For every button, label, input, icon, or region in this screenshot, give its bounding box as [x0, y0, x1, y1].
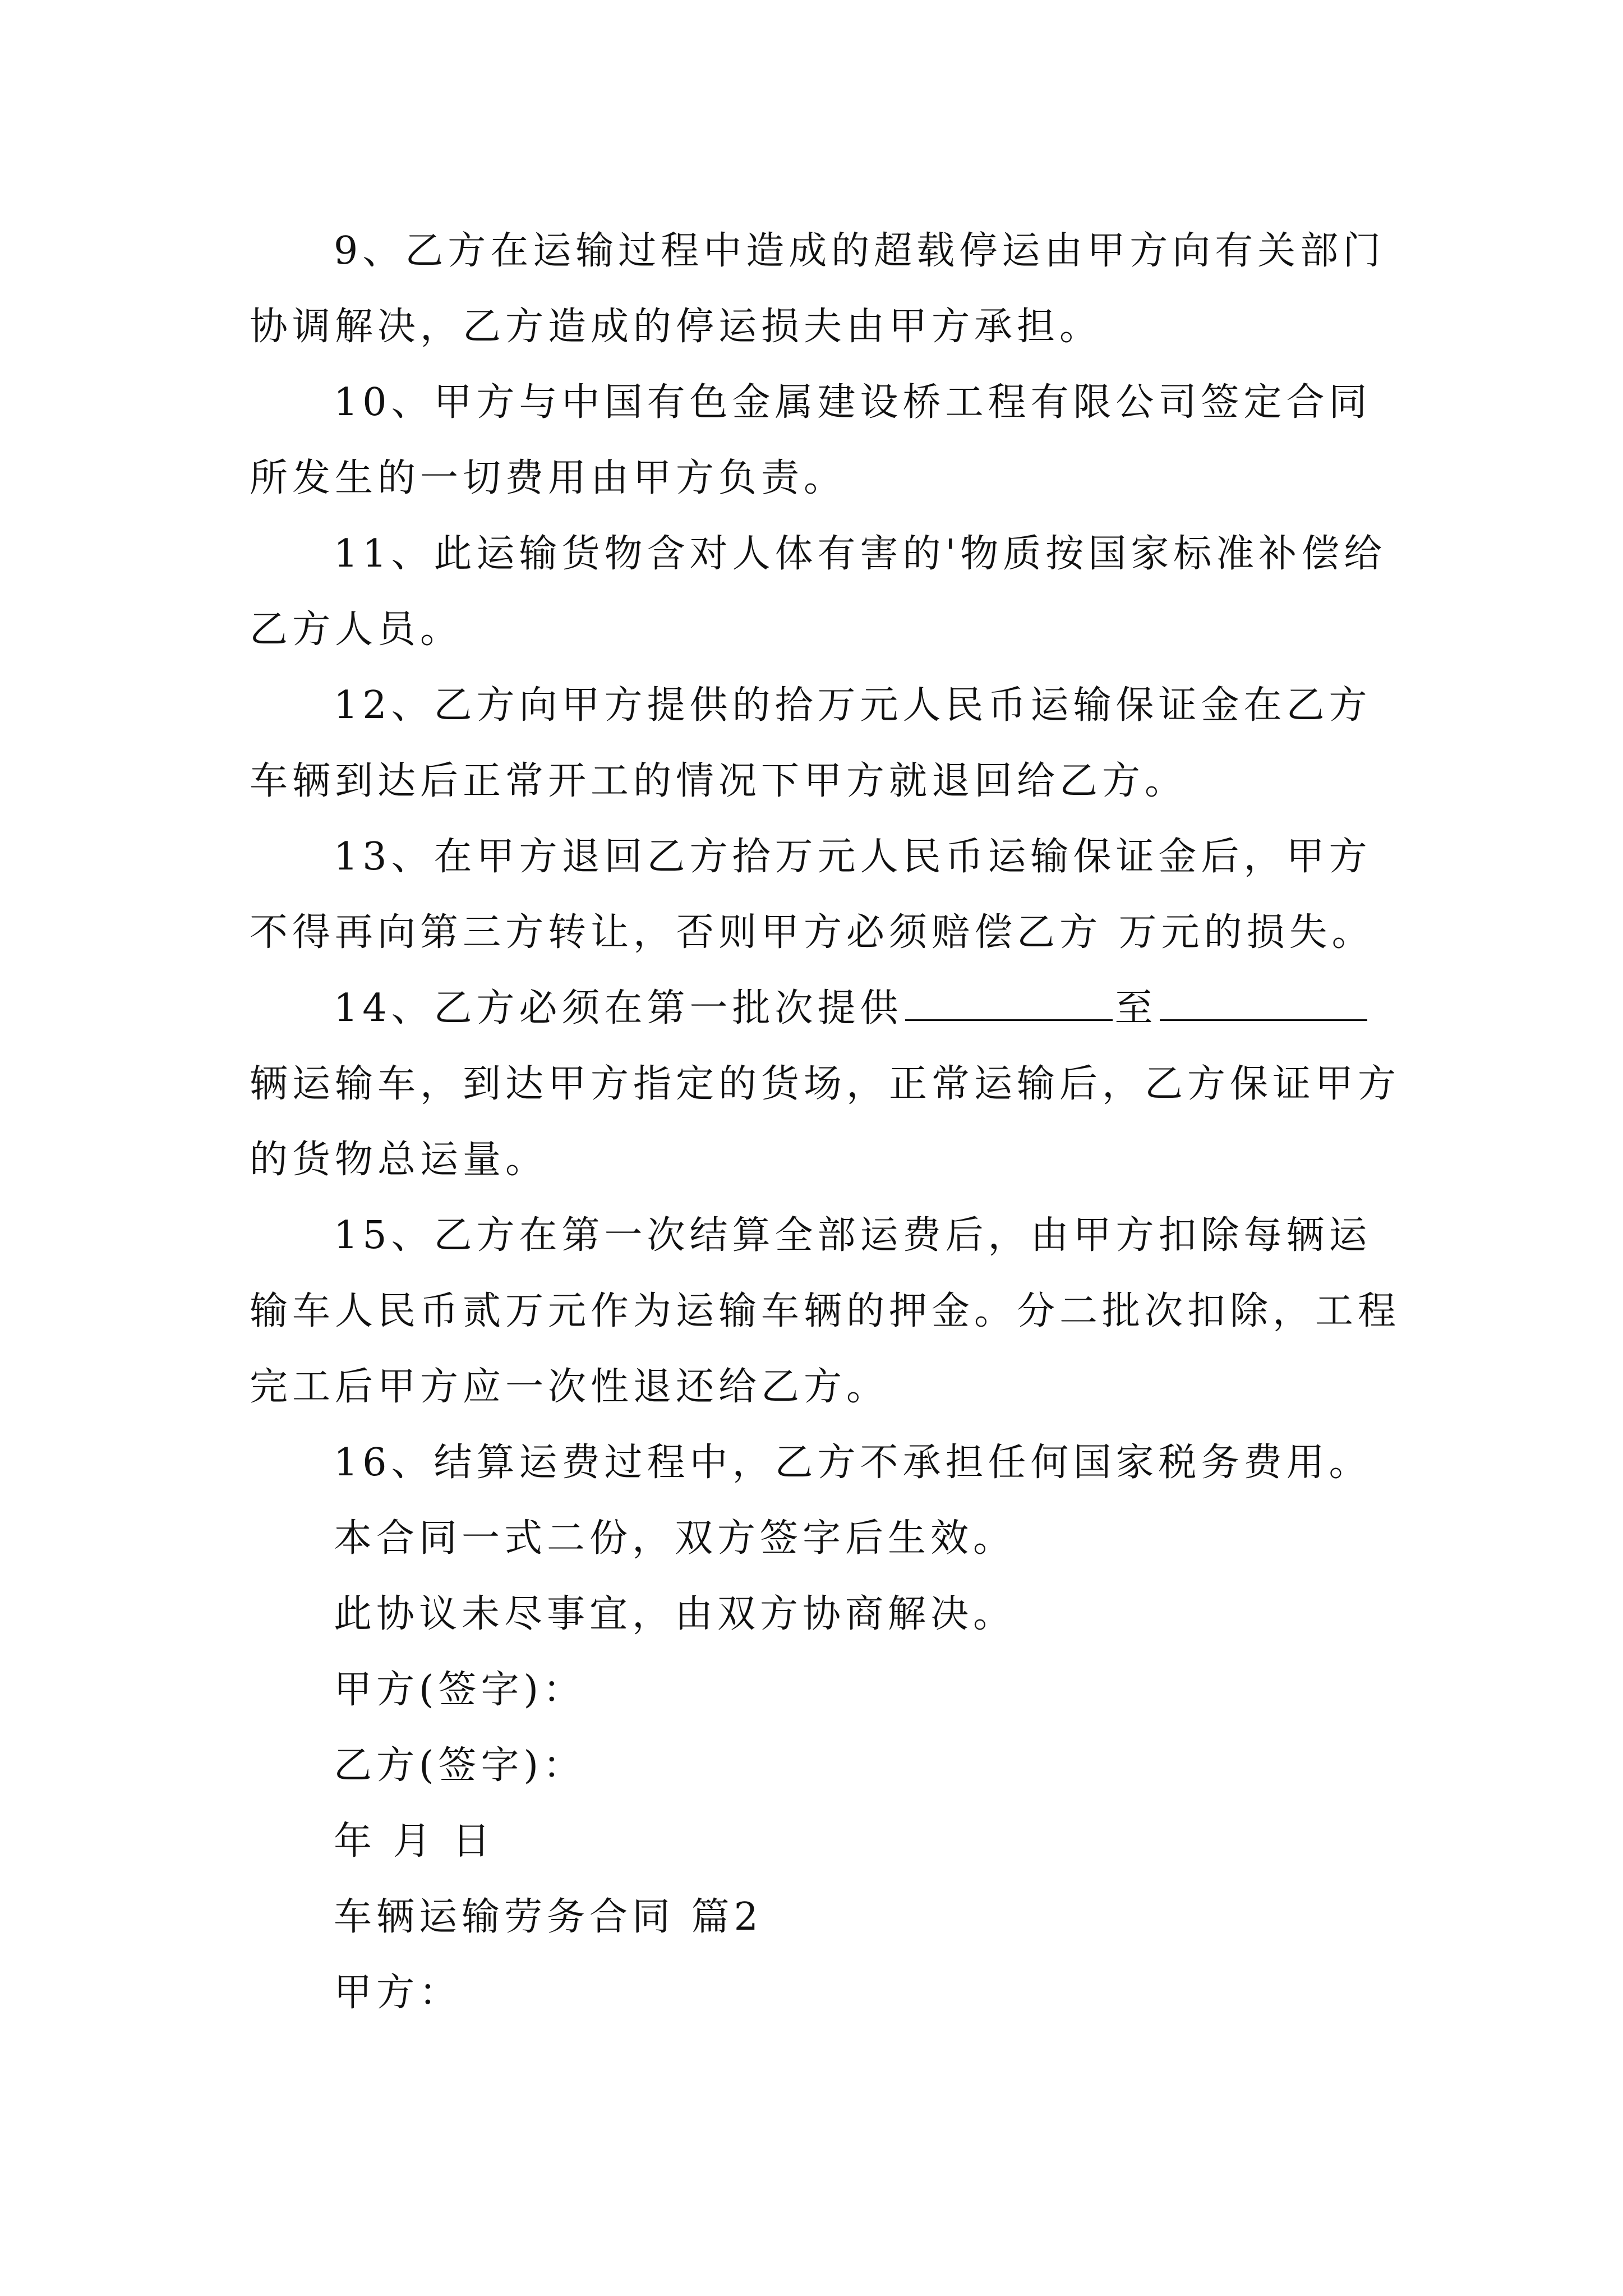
- clause-14-part3: 辆运输车，到达甲方指定的货场，正常运输后，乙方保证甲方的货物总运量。: [250, 1062, 1401, 1182]
- clause-14-part1: 14、乙方必须在第一批次提供: [334, 986, 903, 1030]
- unresolved-statement: 此协议未尽事宜，由双方协商解决。: [334, 1592, 1016, 1636]
- clause-12: 12、乙方向甲方提供的拾万元人民币运输保证金在乙方车辆到达后正常开工的情况下甲方就退回给乙方。: [250, 683, 1372, 803]
- date-line: 年 月 日: [334, 1819, 495, 1864]
- clause-10: 10、甲方与中国有色金属建设桥工程有限公司签定合同所发生的一切费用由甲方负责。: [250, 380, 1372, 500]
- clause-13: 13、在甲方退回乙方拾万元人民币运输保证金后，甲方不得再向第三方转让，否则甲方必须赔偿乙方 万元的损失。: [250, 835, 1375, 955]
- clause-9: 9、乙方在运输过程中造成的超载停运由甲方向有关部门协调解决，乙方造成的停运损夫由甲方承担。: [250, 229, 1386, 349]
- copies-statement: 本合同一式二份，双方签字后生效。: [334, 1516, 1016, 1561]
- party-a-signature: 甲方(签字)：: [334, 1668, 586, 1712]
- blank-line-max-vehicles: [1160, 984, 1367, 1021]
- party-b-signature: 乙方(签字)：: [334, 1743, 586, 1788]
- blank-line-min-vehicles: [905, 984, 1113, 1021]
- clause-15: 15、乙方在第一次结算全部运费后，由甲方扣除每辆运输车人民币贰万元作为运输车辆的押金。分二批次扣除，工程完工后甲方应一次性退还给乙方。: [250, 1213, 1401, 1409]
- clause-11: 11、此运输货物含对人体有害的'物质按国家标准补偿给乙方人员。: [250, 532, 1387, 652]
- contract-body: [250, 213, 1405, 2031]
- party-a-label: 甲方：: [334, 1971, 462, 2015]
- next-contract-title: 车辆运输劳务合同 篇2: [334, 1895, 763, 1939]
- clause-14-part2: 至: [1114, 986, 1158, 1030]
- clause-14: [250, 970, 1405, 1198]
- clause-16: 16、结算运费过程中，乙方不承担任何国家税务费用。: [334, 1441, 1372, 1485]
